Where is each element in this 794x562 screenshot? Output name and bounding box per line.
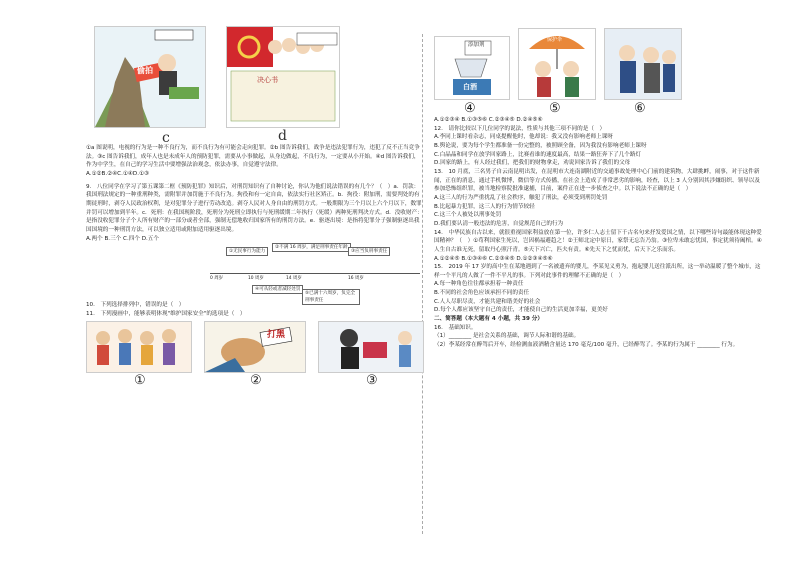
timeline-axis — [210, 273, 420, 274]
timeline-label-5: ⑤已满十六周岁，负完全刑事责任 — [302, 289, 360, 305]
sign-label-dahei: 打黑 — [267, 329, 286, 340]
top-options: A.①②③④ B.①③⑤⑥ C.②③④⑤ D.②④⑤⑥ — [434, 117, 543, 123]
question-15-a: A.每一种角色往往都承担着一种责任 — [434, 281, 524, 288]
question-16-1: （1）________ 是社会关系的基础，调节人际和谐的基础。 — [434, 333, 580, 340]
top-label-5: ⑤ — [549, 101, 561, 116]
question-12: 12. 请你比较以下几位同学的说法，性质与其他三项不同的是（ ） — [434, 125, 606, 132]
question-14-options: A.①②④⑤ B.①③④⑥ C.②③④⑤ D.①②③④⑤⑥ — [434, 255, 553, 262]
timeline-label-1: ①无民事行为能力 — [226, 247, 268, 256]
question-12-c: C.白晶晶和同学在放学回家路上，比赛看谁的速度最高，结果一路狂奔下了几个路灯 — [434, 151, 642, 158]
top-label-6: ⑥ — [634, 101, 646, 116]
question-continuation: ①a 图说明，电视的行为是一种不良行为，而不良行为有可能会走向犯罪。②b 图告诉我们，战争是违法犯罪行为，违犯了反不正当竞争法。③c 图告诉我们，成年人也是未成年人的预防犯罪，需要从小事做起，从身边做起，不良行为，一定要从小开始。④d 图告诉我们，作为中学生，在自己的学习生活中要增强法治观念，依法办事，自觉遵守法律。 — [86, 145, 420, 169]
pledge-illustration — [227, 27, 339, 127]
question-12-d: D.回家的路上，有人经过我们，把我们的财物拿走，劝说回家告诉了我们的父母 — [434, 160, 631, 167]
question-9-options: A.两个 B.三个 C.四个 D.五个 — [86, 235, 159, 242]
timeline-tick-14: 14 周岁 — [286, 276, 302, 282]
right-top-images — [434, 22, 764, 116]
top-label-4: ④ — [464, 101, 476, 116]
question-10: 10. 下列选择排列中，错误的是（ ） — [86, 302, 185, 309]
q11-label-2: ② — [250, 372, 262, 388]
question-12-a: A.李同上课时看杂志，同桌提醒他时，他却说：我又没有影响老师上课呀 — [434, 134, 613, 141]
age-timeline — [86, 243, 424, 304]
cartoon-1-image — [86, 321, 192, 373]
sign-label-tianjiaji: 添加剂 — [468, 42, 485, 48]
question-15-c: C.人人尽职尽责，才能共建和谐美好的社会 — [434, 298, 541, 305]
sign-label-juexinshu: 决心书 — [257, 76, 278, 84]
question-continuation-options: A.①②B.②④C.①④D.①③ — [86, 170, 150, 177]
crowd-illustration — [87, 322, 191, 372]
question-13: 13. 10 月底，三名男子自云南昆明出发，在昆明市大连南湖附近的交通事故处理中心门前的建筑物，大肆挑衅，闹事，对于这件新闻，正在的消息，通过手机微博，微信等方式传播，在社会上造成了非常恶劣的影响，经查，以上 3 人分别因其涉嫌组织、领导以及参加恐怖组织罪，被当地检察院批准逮捕，目前，案件正在进一步侦查之中。以下说法不正确的是（ ） — [434, 168, 760, 193]
question-16-2: （2）李某经常在醉驾后开车，经检测血液酒精含量达 170 毫克/100 毫升，已经醉驾了。李某的行为属于 ________ 行为。 — [434, 342, 739, 349]
q11-label-1: ① — [134, 372, 146, 388]
q11-images — [86, 319, 424, 387]
timeline-label-4: ④可从轻或者减轻处罚 — [252, 285, 303, 294]
question-13-d: D.我们要认清一般违法的危害，自觉规范自己的行为 — [434, 220, 564, 227]
timeline-label-2: ②不满 16 周岁，满足刑事责任年龄 — [272, 243, 351, 252]
cartoon-6-image — [604, 28, 682, 100]
question-14: 14. 中华民族自古以来，就很重视国家利益放在第一位，许多仁人志士留下千古名句来抒发爱国之情，以下哪些诗句最能体现这种爱国精神？（ ）①苟利国家生死以，岂因祸福避趋之！②王师北定中原日，家祭无忘告乃翁。③位卑未敢忘忧国，事定犹须待阖棺。④人生自古谁无死，留取丹心照汗青。⑤天下兴亡，匹夫有责。⑥先天下之忧而忧，后天下之乐而乐。 — [434, 229, 762, 253]
question-13-a: A.这三人的行为严重扰乱了社会秩序，触犯了刑法，必须受到刑罚处罚 — [434, 194, 608, 201]
spy-illustration — [319, 322, 423, 372]
timeline-tick-10: 10 周岁 — [248, 276, 264, 282]
police-illustration — [605, 29, 681, 99]
fist-illustration — [205, 322, 305, 372]
cartoon-d-image — [226, 26, 340, 128]
left-column — [86, 22, 424, 387]
cartoon-3-image — [318, 321, 424, 373]
sign-label-baijiu: 白酒 — [463, 83, 477, 91]
q11-label-3: ③ — [366, 372, 378, 388]
caption-d: d — [278, 128, 287, 144]
sign-label-toupai: 偷拍 — [137, 66, 153, 75]
section-2-heading: 二、简答题（本大题有 4 小题，共 39 分） — [434, 316, 543, 323]
cartoon-4-image — [434, 36, 510, 100]
question-15: 15. 2019 年 17 岁的高中生在某地遇到了一名被遗弃的婴儿，李某见义勇为，抱起婴儿送往派出所，这一举动温暖了整个城市，这样一个平凡的人做了一件不平凡的事。下列对此事件的理解不正确的是（ ） — [434, 264, 761, 279]
question-15-d: D.每个人都应该坚守自己的责任，才能使自己的生活更加幸福，更美好 — [434, 307, 608, 314]
cartoon-2-image — [204, 321, 306, 373]
question-13-b: B.比起暴力犯罪，这三人的行为情节较轻 — [434, 203, 535, 210]
question-15-b: B.不同的社会角色应该承担不同的责任 — [434, 290, 530, 297]
question-16: 16. 基础知识。 — [434, 324, 477, 331]
sign-label-baohusan: 保护伞 — [547, 37, 563, 43]
question-13-c: C.这三个人被处以刑事处罚 — [434, 212, 502, 219]
timeline-tick-0: 0 周岁 — [210, 276, 223, 282]
timeline-tick-16: 16 周岁 — [348, 276, 364, 282]
left-top-images — [86, 22, 424, 144]
timeline-label-3: ③应当负刑事责任 — [348, 247, 390, 256]
right-column — [434, 22, 764, 350]
question-9: 9. 八位同学在学习了第五课第二框《预防犯罪》知识后，对刑罚知识有了自种讨论，你认为他们说法错误的有几个？（ ）a．罚款：我国刑法规定的一种重刑种类，需附罪并加罚施于不良行为。拘役和有一定自由，依法实行社区矫正。b．拘役：附加刑，需要判处的有期徒刑时，剥夺人民政治权利，是对犯罪分子进行劳动改造。剥夺人民对人身自由的刑罚方式。一般期限为三个月以上六个月以下，数罪并罚可以增加到半年。c．死刑：在我国现阶段，死刑分为死刑立即执行与死刑缓期二年执行（死缓）两种死刑判决方式。d．没收财产：是指没收犯罪分子个人所有财产的一部分或者全部，强制无偿地收归国家所有的刑罚方法。e．驱逐出境：是指将犯罪分子强制驱逐出我国国境的一种刑罚方法，可以独立适用或附加适用驱逐出境。 — [86, 183, 423, 233]
question-12-b: B.舆论说，要为每个学生都准备一份完整的，被照顾全备，因为我没有影响老师上课呀 — [434, 142, 647, 149]
cartoon-5-image — [518, 28, 596, 100]
caption-c: c — [162, 130, 170, 146]
cartoon-c-image — [94, 26, 206, 128]
question-11: 11. 下列漫画中，能够表明体现"维护国家安全"的选项是（ ） — [86, 310, 246, 317]
